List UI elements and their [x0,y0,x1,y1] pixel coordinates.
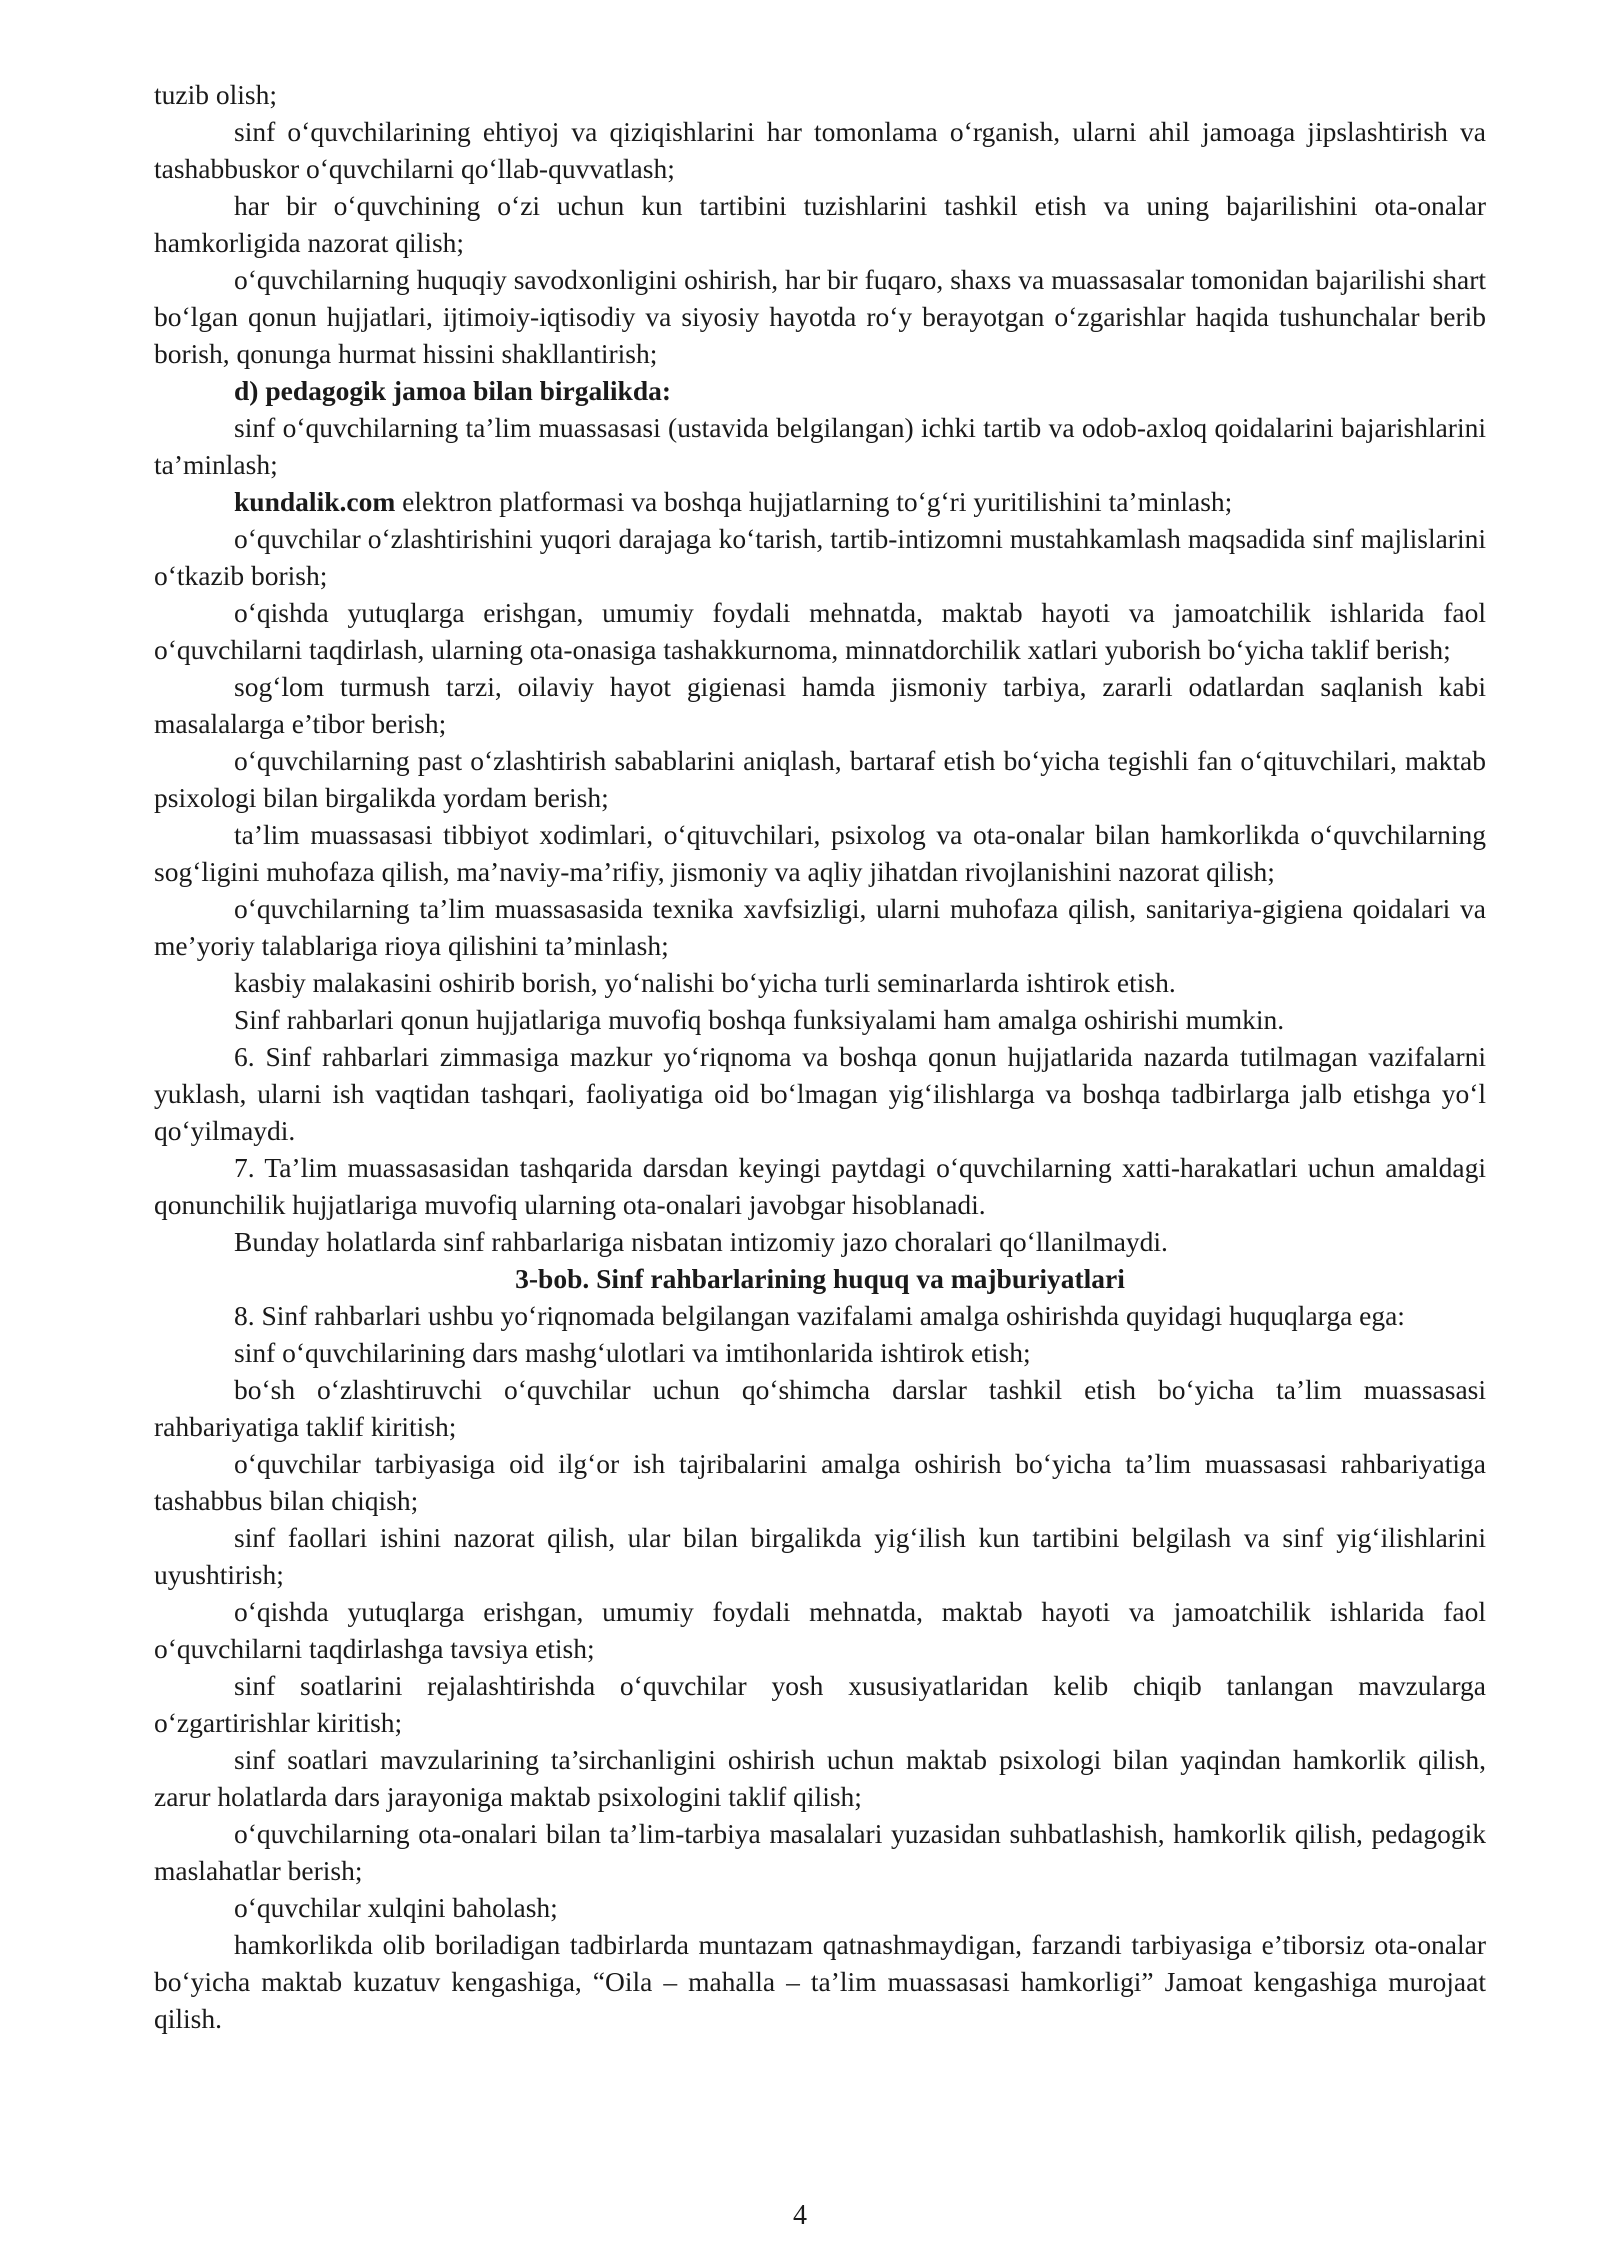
paragraph-text: sinf soatlarini rejalashtirishda o‘quvchilar yosh xususiyatlaridan kelib chiqib tanlangan mavzularga o‘zgartirishlar kiritish; [154,1670,1486,1738]
paragraph-text: o‘quvchilarning ta’lim muassasasida texnika xavfsizligi, ularni muhofaza qilish, sanitariya-gigiena qoidalari va me’yoriy talablariga rioya qilishini ta’minlash; [154,893,1486,961]
paragraph-text: sinf o‘quvchilarining ehtiyoj va qiziqishlarini har tomonlama o‘rganish, ularni ahil jamoaga jipslashtirish va tashabbuskor o‘quvchilarni qo‘llab-quvvatlash; [154,116,1486,184]
paragraph-text: o‘quvchilar o‘zlashtirishini yuqori darajaga ko‘tarish, tartib-intizomni mustahkamlash maqsadida sinf majlislarini o‘tkazib borish; [154,523,1486,591]
paragraph [154,1889,1486,1926]
paragraph-text: elektron platformasi va boshqa hujjatlarning to‘g‘ri yuritilishini ta’minlash; [395,486,1233,517]
paragraph [154,1001,1486,1038]
paragraph [154,1038,1486,1149]
paragraph [154,1334,1486,1371]
paragraph-text: 6. Sinf rahbarlari zimmasiga mazkur yo‘riqnoma va boshqa qonun hujjatlarida nazarda tutilmagan vazifalarni yuklash, ularni ish vaqtidan tashqari, faoliyatiga oid bo‘lmagan yig‘ilishlarga va boshqa tadbirlarga jalb etishga yo‘l qo‘yilmaydi. [154,1041,1486,1146]
paragraph [154,1371,1486,1445]
paragraph [154,187,1486,261]
paragraph [154,1149,1486,1223]
paragraph [154,668,1486,742]
paragraph [154,964,1486,1001]
paragraph-text: o‘quvchilarning past o‘zlashtirish sabablarini aniqlash, bartaraf etish bo‘yicha tegishli fan o‘qituvchilari, maktab psixologi bilan birgalikda yordam berish; [154,745,1486,813]
paragraph [154,1519,1486,1593]
paragraph-text: o‘quvchilar tarbiyasiga oid ilg‘or ish tajribalarini amalga oshirish bo‘yicha ta’lim muassasasi rahbariyatiga tashabbus bilan chiqish; [154,1448,1486,1516]
paragraph-text: d) pedagogik jamoa bilan birgalikda: [234,375,672,406]
chapter-heading [154,1260,1486,1297]
paragraph [154,1297,1486,1334]
paragraph-text: 3-bob. Sinf rahbarlarining huquq va majburiyatlari [515,1263,1125,1294]
paragraph-text: sinf faollari ishini nazorat qilish, ular bilan birgalikda yig‘ilish kun tartibini belgilash va sinf yig‘ilishlarini uyushtirish; [154,1522,1486,1590]
paragraph-text: sog‘lom turmush tarzi, oilaviy hayot gigienasi hamda jismoniy tarbiya, zararli odatlardan saqlanish kabi masalalarga e’tibor berish; [154,671,1486,739]
paragraph [154,1926,1486,2037]
paragraph-text: o‘quvchilarning ota-onalari bilan ta’lim-tarbiya masalalari yuzasidan suhbatlashish, hamkorlik qilish, pedagogik maslahatlar berish; [154,1818,1486,1886]
paragraph [154,1223,1486,1260]
paragraph [154,113,1486,187]
paragraph-text: kasbiy malakasini oshirib borish, yo‘nalishi bo‘yicha turli seminarlarda ishtirok etish. [234,967,1176,998]
paragraph [154,742,1486,816]
paragraph [154,890,1486,964]
paragraph [154,1593,1486,1667]
paragraph [154,76,1486,113]
paragraph-text: sinf soatlari mavzularining ta’sirchanligini oshirish uchun maktab psixologi bilan yaqindan hamkorlik qilish, zarur holatlarda dars jarayoniga maktab psixologini taklif qilish; [154,1744,1486,1812]
paragraph [154,816,1486,890]
paragraph-text: Sinf rahbarlari qonun hujjatlariga muvofiq boshqa funksiyalami ham amalga oshirishi mumkin. [234,1004,1285,1035]
paragraph-text: sinf o‘quvchilarining dars mashg‘ulotlari va imtihonlarida ishtirok etish; [234,1337,1031,1368]
paragraph [154,1667,1486,1741]
paragraph [154,594,1486,668]
paragraph-text: o‘qishda yutuqlarga erishgan, umumiy foydali mehnatda, maktab hayoti va jamoatchilik ishlarida faol o‘quvchilarni taqdirlashga tavsiya etish; [154,1596,1486,1664]
paragraph-text: o‘qishda yutuqlarga erishgan, umumiy foydali mehnatda, maktab hayoti va jamoatchilik ishlarida faol o‘quvchilarni taqdirlash, ularning ota-onasiga tashakkurnoma, minnatdorchilik xatlari yuborish bo‘yicha taklif berish; [154,597,1486,665]
paragraph-text: bo‘sh o‘zlashtiruvchi o‘quvchilar uchun qo‘shimcha darslar tashkil etish bo‘yicha ta’lim muassasasi rahbariyatiga taklif kiritish; [154,1374,1486,1442]
paragraph-text: hamkorlikda olib boriladigan tadbirlarda muntazam qatnashmaydigan, farzandi tarbiyasiga e’tiborsiz ota-onalar bo‘yicha maktab kuzatuv kengashiga, “Oila – mahalla – ta’lim muassasasi hamkorligi” Jamoat kengashiga murojaat qilish. [154,1929,1486,2034]
paragraph [154,1815,1486,1889]
paragraph-text: sinf o‘quvchilarning ta’lim muassasasi (ustavida belgilangan) ichki tartib va odob-axloq qoidalarini bajarishlarini ta’minlash; [154,412,1486,480]
paragraph-text: Bunday holatlarda sinf rahbarlariga nisbatan intizomiy jazo choralari qo‘llanilmaydi. [234,1226,1168,1257]
section-heading [154,372,1486,409]
paragraph [154,409,1486,483]
paragraph [154,483,1486,520]
page-number: 4 [793,2200,807,2231]
paragraph [154,520,1486,594]
paragraph [154,261,1486,372]
bold-term: kundalik.com [234,486,396,517]
paragraph-text: har bir o‘quvchining o‘zi uchun kun tartibini tuzishlarini tashkil etish va uning bajarilishini ota-onalar hamkorligida nazorat qilish; [154,190,1486,258]
paragraph-text: tuzib olish; [154,79,277,110]
paragraph [154,1445,1486,1519]
paragraph-text: ta’lim muassasasi tibbiyot xodimlari, o‘qituvchilari, psixolog va ota-onalar bilan hamkorlikda o‘quvchilarning sog‘ligini muhofaza qilish, ma’naviy-ma’rifiy, jismoniy va aqliy jihatdan rivojlanishini nazorat qilish; [154,819,1486,887]
paragraph-text: o‘quvchilar xulqini baholash; [234,1892,558,1923]
paragraph-text: 7. Ta’lim muassasasidan tashqarida darsdan keyingi paytdagi o‘quvchilarning xatti-harakatlari uchun amaldagi qonunchilik hujjatlariga muvofiq ularning ota-onalari javobgar hisoblanadi. [154,1152,1486,1220]
document-body [154,76,1486,2037]
paragraph [154,1741,1486,1815]
paragraph-text: o‘quvchilarning huquqiy savodxonligini oshirish, har bir fuqaro, shaxs va muassasalar tomonidan bajarilishi shart bo‘lgan qonun hujjatlari, ijtimoiy-iqtisodiy va siyosiy hayotda ro‘y berayotgan o‘zgarishlar haqida tushunchalar berib borish, qonunga hurmat hissini shakllantirish; [154,264,1486,369]
paragraph-text: 8. Sinf rahbarlari ushbu yo‘riqnomada belgilangan vazifalami amalga oshirishda quyidagi huquqlarga ega: [234,1300,1405,1331]
